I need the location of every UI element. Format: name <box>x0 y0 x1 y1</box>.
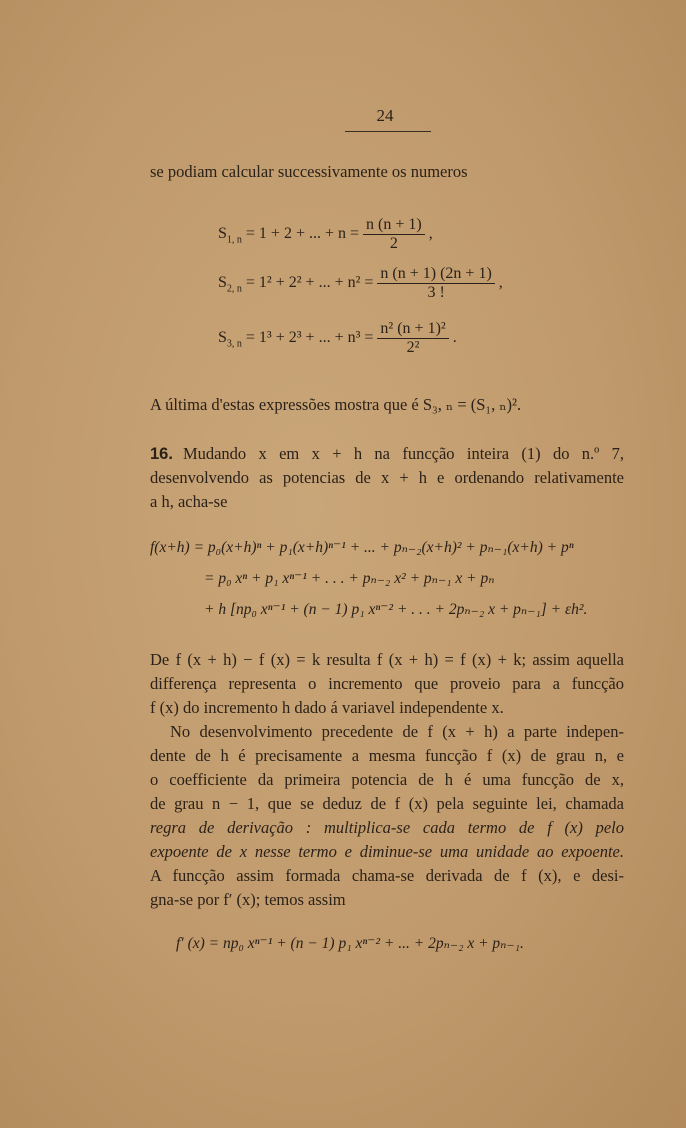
equation-s2: $S_{2, n} = 1^2 + 2^2$ + ... + n² = $\frac{n (n + 1) (2n + 1)}{3 !}$ , <box>218 265 503 301</box>
equation-s1: $S_{1, n} = 1 + 2$ + ... + n = $\frac{n (n + 1)}{2}$ , <box>218 216 433 252</box>
section-number: 16. <box>150 445 173 463</box>
equation-s3: $S_{3, n} = 1^3 + 2^3$ + ... + n³ = $\frac{\text{n² (n + 1)²}}{\text{2²}}$ . <box>218 320 457 356</box>
para2-line-5: regra de derivação : multiplica-se cada termo de f (x) pelo <box>150 818 624 837</box>
para2-line-3: o coefficiente da primeira potencia de h é uma funcção de x, <box>150 770 624 789</box>
expansion-line-3: + h [np₀ xⁿ⁻¹ + (n − 1) p₁ xⁿ⁻² + . . . + 2pₙ₋₂ x + pₙ₋₁] + εh². <box>204 601 588 618</box>
para2-line-2: dente de h é precisamente a mesma funcção f (x) de grau n, e <box>150 746 624 765</box>
para2-line-4: de grau n − 1, que se deduz de f (x) pela seguinte lei, chamada <box>150 794 624 813</box>
para2-line-1: No desenvolvimento precedente de f (x + h) a parte indepen- <box>170 722 624 741</box>
section-16-line-2: desenvolvendo as potencias de x + h e ordenando relativamente <box>150 468 624 487</box>
para1-line-2: differença representa o incremento que proveio para a funcção <box>150 674 624 693</box>
section-16-line-3: a h, acha-se <box>150 492 228 511</box>
para2-line-6: expoente de x nesse termo e diminue-se uma unidade ao expoente. <box>150 842 624 861</box>
para2-line-8: gna-se por f′ (x); temos assim <box>150 890 346 909</box>
page-number: 24 <box>376 106 394 125</box>
section-16-line-1: 16. Mudando x em x + h na funcção inteira (1) do n.º 7, <box>150 444 624 463</box>
derivative-equation: f′ (x) = np₀ xⁿ⁻¹ + (n − 1) p₁ xⁿ⁻² + ... + 2pₙ₋₂ x + pₙ₋₁. <box>176 935 524 952</box>
para2-line-7: A funcção assim formada chama-se derivada de f (x), e desi- <box>150 866 624 885</box>
para1-line-3: f (x) do incremento h dado á variavel independente x. <box>150 698 504 717</box>
expansion-line-1: f(x+h) = p₀(x+h)ⁿ + p₁(x+h)ⁿ⁻¹ + ... + pₙ₋₂(x+h)² + pₙ₋₁(x+h) + pⁿ <box>150 539 574 556</box>
header-rule <box>345 131 431 132</box>
para1-line-1: De f (x + h) − f (x) = k resulta f (x + h) = f (x) + k; assim aquella <box>150 650 624 669</box>
expansion-line-2: = p₀ xⁿ + p₁ xⁿ⁻¹ + . . . + pₙ₋₂ x² + pₙ₋₁ x + pₙ <box>204 570 495 587</box>
intro-text: se podiam calcular successivamente os numeros <box>150 162 468 181</box>
conclusion-text: A última d'estas expressões mostra que é S₃, ₙ = (S₁, ₙ)². <box>150 395 522 414</box>
